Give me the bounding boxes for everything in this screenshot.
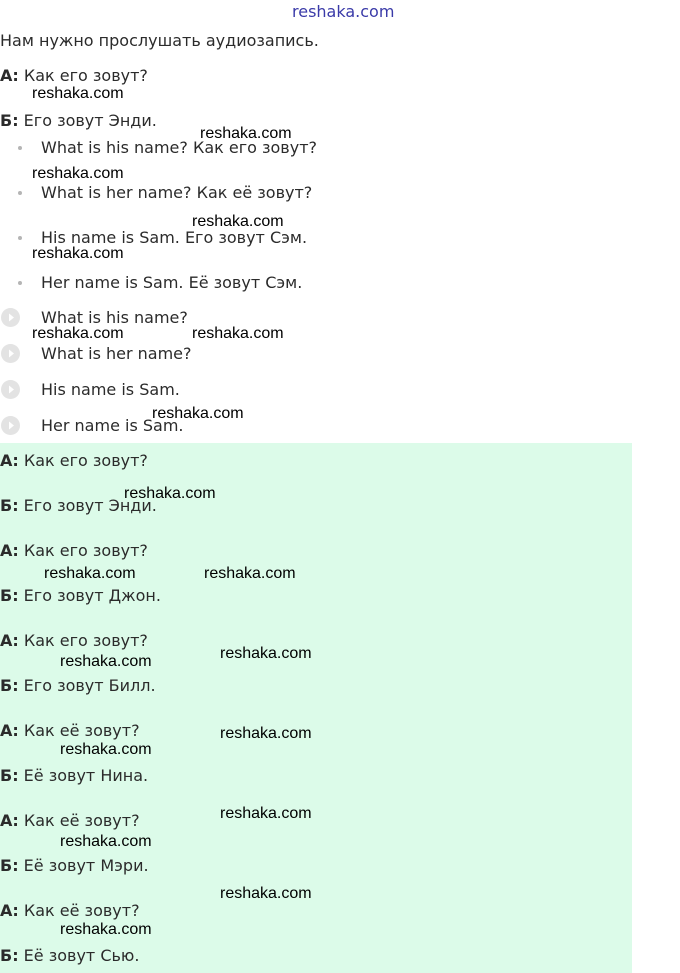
audio-item-text: What is her name? bbox=[41, 344, 192, 363]
watermark: reshaka.com bbox=[32, 165, 124, 182]
watermark: reshaka.com bbox=[60, 653, 152, 670]
watermark: reshaka.com bbox=[220, 805, 312, 822]
phrase-item: Her name is Sam. Её зовут Сэм. bbox=[41, 273, 303, 292]
answer-question bbox=[0, 811, 140, 831]
answer-reply bbox=[0, 676, 156, 696]
line-text: Её зовут Мэри. bbox=[18, 856, 149, 875]
bullet-icon bbox=[18, 236, 22, 240]
line-text: Его зовут Энди. bbox=[18, 496, 157, 515]
watermark: reshaka.com bbox=[220, 725, 312, 742]
watermark: reshaka.com bbox=[220, 885, 312, 902]
speaker-label: А: bbox=[0, 631, 19, 650]
audio-item-text: Her name is Sam. bbox=[41, 416, 184, 435]
play-icon[interactable] bbox=[1, 416, 20, 435]
speaker-label: А: bbox=[0, 811, 19, 830]
phrase-item: What is his name? Как его зовут? bbox=[41, 138, 317, 157]
answer-question bbox=[0, 631, 148, 651]
speaker-label: Б: bbox=[0, 586, 19, 605]
watermark: reshaka.com bbox=[60, 921, 152, 938]
line-text: Как его зовут? bbox=[18, 541, 148, 560]
watermark: reshaka.com bbox=[60, 741, 152, 758]
sample-question bbox=[0, 66, 148, 86]
speaker-label: Б: bbox=[0, 496, 19, 515]
answer-reply bbox=[0, 946, 139, 966]
bullet-icon bbox=[18, 281, 22, 285]
watermark: reshaka.com bbox=[32, 245, 124, 262]
speaker-label: Б: bbox=[0, 946, 19, 965]
speaker-label: Б: bbox=[0, 111, 19, 130]
speaker-label: А: bbox=[0, 721, 19, 740]
line-text: Его зовут Энди. bbox=[18, 111, 157, 130]
bullet-icon bbox=[18, 146, 22, 150]
line-text: Его зовут Билл. bbox=[18, 676, 156, 695]
answer-question bbox=[0, 451, 148, 471]
speaker-label: Б: bbox=[0, 856, 19, 875]
speaker-label: А: bbox=[0, 541, 19, 560]
line-text: Как её зовут? bbox=[18, 901, 140, 920]
speaker-label: А: bbox=[0, 66, 19, 85]
line-text: Как её зовут? bbox=[18, 811, 140, 830]
sample-answer bbox=[0, 111, 157, 131]
answer-box bbox=[0, 443, 632, 973]
watermark: reshaka.com bbox=[192, 325, 284, 342]
line-text: Её зовут Сью. bbox=[18, 946, 140, 965]
answer-reply bbox=[0, 766, 148, 786]
play-icon[interactable] bbox=[1, 308, 20, 327]
watermark-top: reshaka.com bbox=[292, 2, 395, 21]
answer-question bbox=[0, 901, 140, 921]
speaker-label: Б: bbox=[0, 676, 19, 695]
line-text: Как его зовут? bbox=[18, 631, 148, 650]
audio-item-text: His name is Sam. bbox=[41, 380, 180, 399]
answer-question bbox=[0, 541, 148, 561]
line-text: Её зовут Нина. bbox=[18, 766, 149, 785]
intro-text: Нам нужно прослушать аудиозапись. bbox=[0, 31, 319, 50]
line-text: Его зовут Джон. bbox=[18, 586, 161, 605]
play-icon[interactable] bbox=[1, 344, 20, 363]
watermark: reshaka.com bbox=[192, 213, 284, 230]
play-icon[interactable] bbox=[1, 380, 20, 399]
audio-item-text: What is his name? bbox=[41, 308, 188, 327]
watermark: reshaka.com bbox=[60, 833, 152, 850]
answer-question bbox=[0, 721, 140, 741]
watermark: reshaka.com bbox=[124, 485, 216, 502]
speaker-label: А: bbox=[0, 901, 19, 920]
watermark: reshaka.com bbox=[32, 85, 124, 102]
phrase-item: What is her name? Как её зовут? bbox=[41, 183, 313, 202]
line-text: Как его зовут? bbox=[18, 451, 148, 470]
answer-reply bbox=[0, 856, 149, 876]
bullet-icon bbox=[18, 191, 22, 195]
watermark: reshaka.com bbox=[220, 645, 312, 662]
answer-reply bbox=[0, 586, 161, 606]
speaker-label: Б: bbox=[0, 766, 19, 785]
watermark: reshaka.com bbox=[152, 405, 244, 422]
watermark: reshaka.com bbox=[32, 325, 124, 342]
speaker-label: А: bbox=[0, 451, 19, 470]
watermark: reshaka.com bbox=[204, 565, 296, 582]
watermark: reshaka.com bbox=[200, 125, 292, 142]
line-text: Как его зовут? bbox=[18, 66, 148, 85]
line-text: Как её зовут? bbox=[18, 721, 140, 740]
watermark: reshaka.com bbox=[44, 565, 136, 582]
phrase-item: His name is Sam. Его зовут Сэм. bbox=[41, 228, 308, 247]
